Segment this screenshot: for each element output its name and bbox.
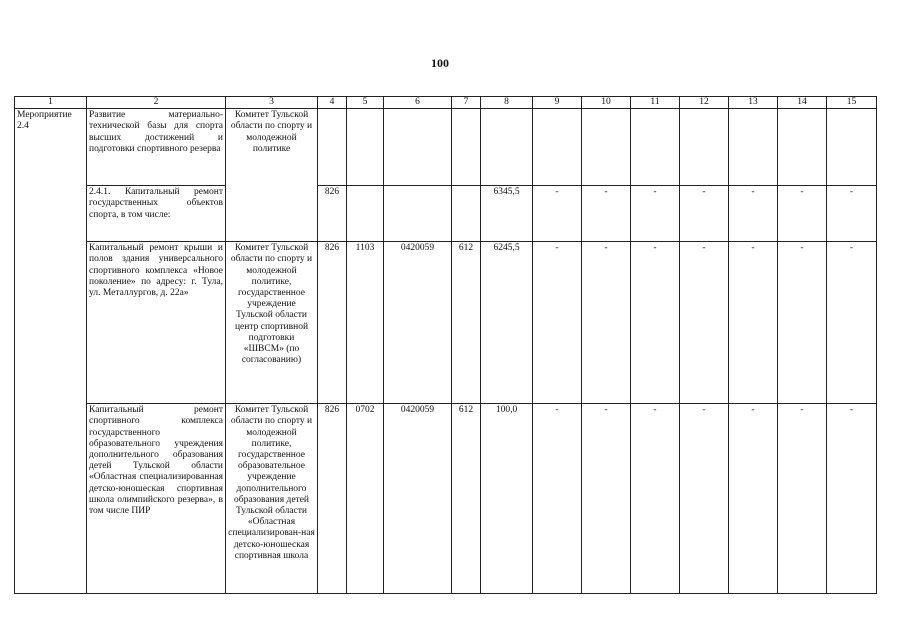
cell-value: - <box>680 404 729 594</box>
cell-value: 0702 <box>347 404 384 594</box>
cell-value: - <box>631 186 680 242</box>
cell-value: 826 <box>318 186 347 242</box>
cell-value: - <box>778 404 827 594</box>
column-header: 3 <box>226 97 318 109</box>
column-header: 12 <box>680 97 729 109</box>
cell-value: 826 <box>318 404 347 594</box>
column-header: 4 <box>318 97 347 109</box>
column-header: 8 <box>481 97 533 109</box>
cell-value: - <box>729 242 778 404</box>
cell-value: - <box>778 186 827 242</box>
column-header: 15 <box>827 97 877 109</box>
cell-value: 1103 <box>347 242 384 404</box>
cell-value: - <box>582 242 631 404</box>
cell-value: - <box>631 404 680 594</box>
row-description: Капитальный ремонт спортивного комплекса государственного образовательного учреждения дополнительного образования детей Тульской области «Областная специализированная детско-юношеская спортивная школа олимпийского резерва», в том числе ПИР <box>87 404 226 594</box>
cell-value: - <box>729 404 778 594</box>
cell-value <box>347 186 384 242</box>
row-description: 2.4.1. Капитальный ремонт государственных объектов спорта, в том числе: <box>87 186 226 242</box>
cell-value: - <box>631 242 680 404</box>
cell-value: - <box>533 242 582 404</box>
executor-cell: Комитет Тульской области по спорту и молодежной политике, государственное образовательное учреждение дополнительного образования детей Тульской области «Областная специализирован-ная детско-юношеская спортивная школа <box>226 404 318 594</box>
column-header: 10 <box>582 97 631 109</box>
cell-value: - <box>827 242 877 404</box>
cell-value: - <box>533 186 582 242</box>
committee-cell: Комитет Тульской области по спорту и молодежной политике <box>226 109 318 242</box>
cell-value: 612 <box>452 242 481 404</box>
column-header: 1 <box>15 97 87 109</box>
cell-value: 0420059 <box>384 404 452 594</box>
cell-value: - <box>729 186 778 242</box>
page-number: 100 <box>431 56 449 70</box>
cell-value: 826 <box>318 242 347 404</box>
budget-table <box>14 96 877 594</box>
cell-value: 6245,5 <box>481 242 533 404</box>
event-title: Развитие материально-технической базы для спорта высших достижений и подготовки спортивного резерва <box>87 109 226 186</box>
cell-value: - <box>827 404 877 594</box>
event-id: Мероприятие 2.4 <box>15 109 87 594</box>
table-row <box>15 186 877 242</box>
cell-value: 100,0 <box>481 404 533 594</box>
cell-value: - <box>680 242 729 404</box>
column-header: 14 <box>778 97 827 109</box>
cell-value: - <box>582 186 631 242</box>
column-header: 7 <box>452 97 481 109</box>
table-row <box>15 242 877 404</box>
column-header: 6 <box>384 97 452 109</box>
table-row <box>15 109 877 186</box>
cell-value: 612 <box>452 404 481 594</box>
column-header: 2 <box>87 97 226 109</box>
cell-value: - <box>582 404 631 594</box>
column-header: 5 <box>347 97 384 109</box>
column-header: 9 <box>533 97 582 109</box>
cell-value: - <box>778 242 827 404</box>
column-header: 11 <box>631 97 680 109</box>
cell-value: - <box>533 404 582 594</box>
cell-value: - <box>680 186 729 242</box>
executor-cell: Комитет Тульской области по спорту и молодежной политике, государственное учреждение Тульской области центр спортивной подготовки «ШВСМ» (по согласованию) <box>226 242 318 404</box>
cell-value <box>384 186 452 242</box>
cell-value: - <box>827 186 877 242</box>
cell-value: 0420059 <box>384 242 452 404</box>
table-row <box>15 404 877 594</box>
cell-value <box>452 186 481 242</box>
cell-value: 6345,5 <box>481 186 533 242</box>
row-description: Капитальный ремонт крыши и полов здания универсального спортивного комплекса «Новое поколение» по адресу: г. Тула, ул. Металлургов, д. 22а» <box>87 242 226 404</box>
column-header: 13 <box>729 97 778 109</box>
header-row <box>15 97 877 109</box>
